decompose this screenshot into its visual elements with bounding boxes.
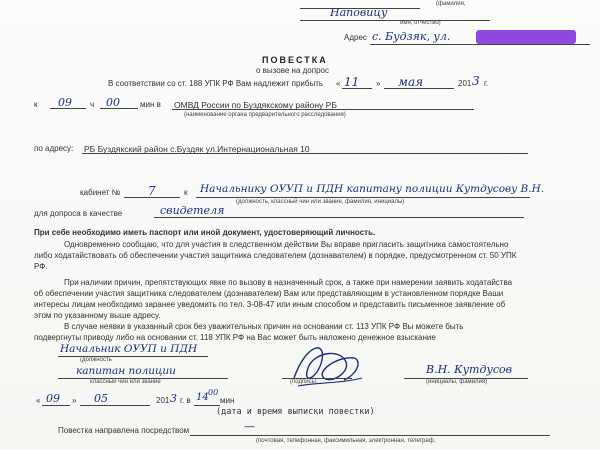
cabinet-label: кабинет № — [80, 188, 121, 197]
surname-handwritten: Наповицу — [330, 6, 388, 19]
fam-caption: (фамилия, — [436, 1, 466, 7]
address-top-line — [370, 44, 590, 45]
initials-caption: (инициалы, фамилия) — [426, 379, 488, 385]
para1-line1: Одновременно сообщаю, что для участия в следственном действии Вы вправе пригласить защитника самостоятельно — [64, 240, 509, 249]
issue-year-printed: 201 — [156, 396, 170, 405]
organ-value: ОМВД России по Буздякскому району РБ — [174, 100, 337, 110]
signature-mark — [288, 338, 368, 396]
hour-label: ч — [90, 100, 95, 109]
cabinet-to: к — [184, 188, 188, 197]
para2-line4: этом по указанному выше адресу. — [34, 311, 161, 320]
time-min: 00 — [106, 96, 120, 109]
issue-time-hour: 14 — [196, 392, 209, 403]
para3-line1: В случае неявки в указанный срок без уважительных причин на основании ст. 113 УПК РФ Вы можете быть — [64, 322, 464, 331]
sign-caption: (подпись) — [290, 379, 317, 385]
min-label: мин в — [140, 100, 161, 109]
summons-document: (фамилия, Наповицу имя, отчество) Адрес с. Будзяк, ул. ПОВЕСТКА о вызове на допрос В соответствии со ст. 188 УПК РФ Вам надлежит прибыть « 11 » мая 201 3 г. к 09 ч 00 мин в ОМВД России по Буздякскому району РБ (наименование органа предварительного расследования) по адресу: РБ Буздякский район с.Буздяк ул.Интернациональная 10 кабинет № 7 к Начальнику ОУУП и ПДН капитану полиции Кутдусову В.Н. (должность, классный чин или звание, фамилия, инициалы) для допроса в качестве свидетеля При себе необходимо иметь паспорт или иной документ, удостоверяющий личность. Одновременно сообщаю, что для участия в следственном действии Вы вправе пригласить защитника самостоятельно либо ходатайствовать об обеспечении участия защитника следователем (дознавателем) в порядке, предусмотренном ст. 50 УПК РФ. При наличии причин, препятствующих явке по вызову в назначенный срок, а также при намерении заявить ходатайства об обеспечении участия защитника следователем (дознавателем) Вам или представляющим в установленном порядке Ваши интересы лицам необходимо заранее уведомить по тел. 3-08-47 или иным способом и представить письменное заявление об этом по указанному выше адресу. В случае неявки в указанный срок без уважительных причин на основании ст. 113 УПК РФ Вы можете быть подвергнуты приводу либо на основании ст. 118 УПК РФ на Вас может быть наложено денежное взыскание Начальник ОУУП и ПДН (должность капитан полиции классный чин или звание (подпись) В.Н. Кутдусов (инициалы, фамилия) « 09 » 05 201 3 г. в 14 00 мин (дата и время выписки повестки) Повестка направлена посредством — (почтовая, телефонная, факсимильная, электронная, телеграф, — [0, 0, 600, 450]
sent-dash: — — [244, 420, 255, 433]
date-year-hand: 3 — [472, 74, 480, 88]
id-notice: При себе необходимо иметь паспорт или иной документ, удостоверяющий личность. — [34, 228, 376, 237]
surname-line — [300, 20, 490, 21]
para1-line2: либо ходатайствовать об обеспечении участия защитника следователем (дознавателем) в порядке, предусмотренном ст. 50 УПК — [34, 251, 517, 260]
intro-text: В соответствии со ст. 188 УПК РФ Вам надлежит прибыть — [108, 79, 324, 88]
position-handwritten: Начальник ОУУП и ПДН — [60, 343, 198, 355]
issue-day: 09 — [46, 392, 60, 405]
para3-line2: подвергнуты приводу либо на основании ст. 118 УПК РФ на Вас может быть наложено денежное взыскание — [34, 333, 436, 342]
date-day: 11 — [344, 75, 360, 89]
sent-caption: (почтовая, телефонная, факсимильная, электронная, телеграф, — [256, 438, 436, 444]
address-field-label: по адресу: — [34, 144, 74, 153]
issue-year-suffix: г. в — [180, 396, 191, 405]
address-field-value: РБ Буздякский район с.Буздяк ул.Интернациональная 10 — [84, 144, 310, 154]
issue-time-min: 00 — [208, 388, 219, 397]
name-caption: имя, отчество) — [400, 20, 441, 26]
title: ПОВЕСТКА — [262, 55, 328, 65]
organ-caption: (наименование органа предварительного расследования) — [184, 112, 346, 118]
time-hour: 09 — [58, 96, 72, 109]
para1-line3: РФ. — [34, 262, 48, 271]
initials-handwritten: В.Н. Кутдусов — [426, 363, 513, 376]
date-month: мая — [398, 75, 424, 89]
date-year-printed: 201 — [458, 79, 472, 88]
issue-month: 05 — [94, 392, 108, 405]
para2-line3: интересы лицам необходимо заранее уведомить по тел. 3-08-47 или иным способом и представить письменное заявление об — [34, 300, 506, 309]
subtitle: о вызове на допрос — [256, 66, 329, 75]
cabinet-person: Начальнику ОУУП и ПДН капитану полиции Кутдусову В.Н. — [200, 183, 545, 195]
para2-line2: об обеспечении участия защитника следователем (дознавателем) Вам или представляющим в установленном порядке Ваши — [34, 289, 504, 298]
para2-line1: При наличии причин, препятствующих явке по вызову в назначенный срок, а также при намерении заявить ходатайства — [64, 278, 513, 287]
time-prefix: к — [34, 100, 38, 109]
capacity-value: свидетеля — [160, 204, 225, 217]
rank-caption: классный чин или звание — [90, 379, 161, 385]
issue-min-label: мин — [220, 396, 235, 405]
address-handwritten: с. Будзяк, ул. — [372, 30, 451, 43]
address-label: Адрес — [344, 33, 367, 42]
issue-year-hand: 3 — [170, 392, 177, 405]
date-year-suffix: г. — [484, 79, 489, 88]
capacity-label: для допроса в качестве — [34, 209, 123, 218]
rank-handwritten: капитан полиции — [76, 365, 176, 377]
position-caption: (должность — [80, 357, 112, 363]
redaction-mark — [476, 30, 576, 44]
cabinet-number: 7 — [148, 184, 156, 198]
issue-caption: (дата и время выписки повестки) — [216, 407, 375, 417]
sent-label: Повестка направлена посредством — [58, 426, 190, 435]
cabinet-caption: (должность, классный чин или звание, фамилия, инициалы) — [236, 199, 405, 205]
